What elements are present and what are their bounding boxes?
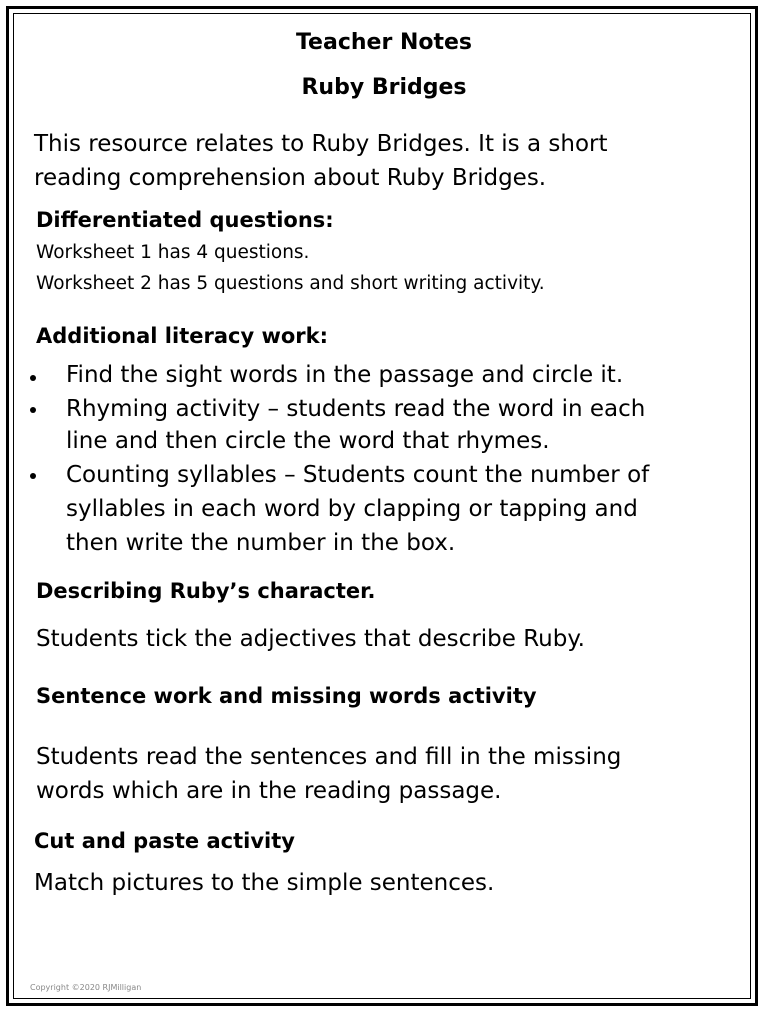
intro-line-1: This resource relates to Ruby Bridges. It is a short [34, 131, 608, 157]
bullet-1-dot [30, 375, 36, 381]
page-title: Teacher Notes [295, 30, 473, 55]
bullet-3-dot [30, 473, 36, 479]
sentences-heading: Sentence work and missing words activity [36, 684, 537, 708]
differentiated-line-2: Worksheet 2 has 5 questions and short writing activity. [36, 273, 545, 294]
copyright-notice: Copyright ©2020 RJMilligan [30, 983, 142, 992]
bullet-1-line-1: Find the sight words in the passage and circle it. [66, 362, 624, 388]
differentiated-heading: Differentiated questions: [36, 208, 334, 232]
differentiated-line-1: Worksheet 1 has 4 questions. [36, 242, 310, 263]
bullet-3-line-3: then write the number in the box. [66, 530, 456, 556]
character-heading: Describing Ruby’s character. [36, 579, 376, 603]
bullet-3-line-2: syllables in each word by clapping or tapping and [66, 496, 638, 522]
bullet-2-dot [30, 407, 36, 413]
cutpaste-text: Match pictures to the simple sentences. [34, 870, 495, 896]
page-subtitle: Ruby Bridges [301, 75, 467, 100]
bullet-2-line-1: Rhyming activity – students read the word in each [66, 396, 646, 422]
sentences-line-2: words which are in the reading passage. [36, 778, 502, 804]
sentences-line-1: Students read the sentences and fill in the missing [36, 744, 622, 770]
bullet-3-line-1: Counting syllables – Students count the number of [66, 462, 650, 488]
cutpaste-heading: Cut and paste activity [34, 829, 295, 853]
character-text: Students tick the adjectives that describe Ruby. [36, 626, 585, 652]
literacy-heading: Additional literacy work: [36, 324, 329, 348]
bullet-2-line-2: line and then circle the word that rhymes. [66, 428, 550, 454]
intro-line-2: reading comprehension about Ruby Bridges. [34, 165, 547, 191]
